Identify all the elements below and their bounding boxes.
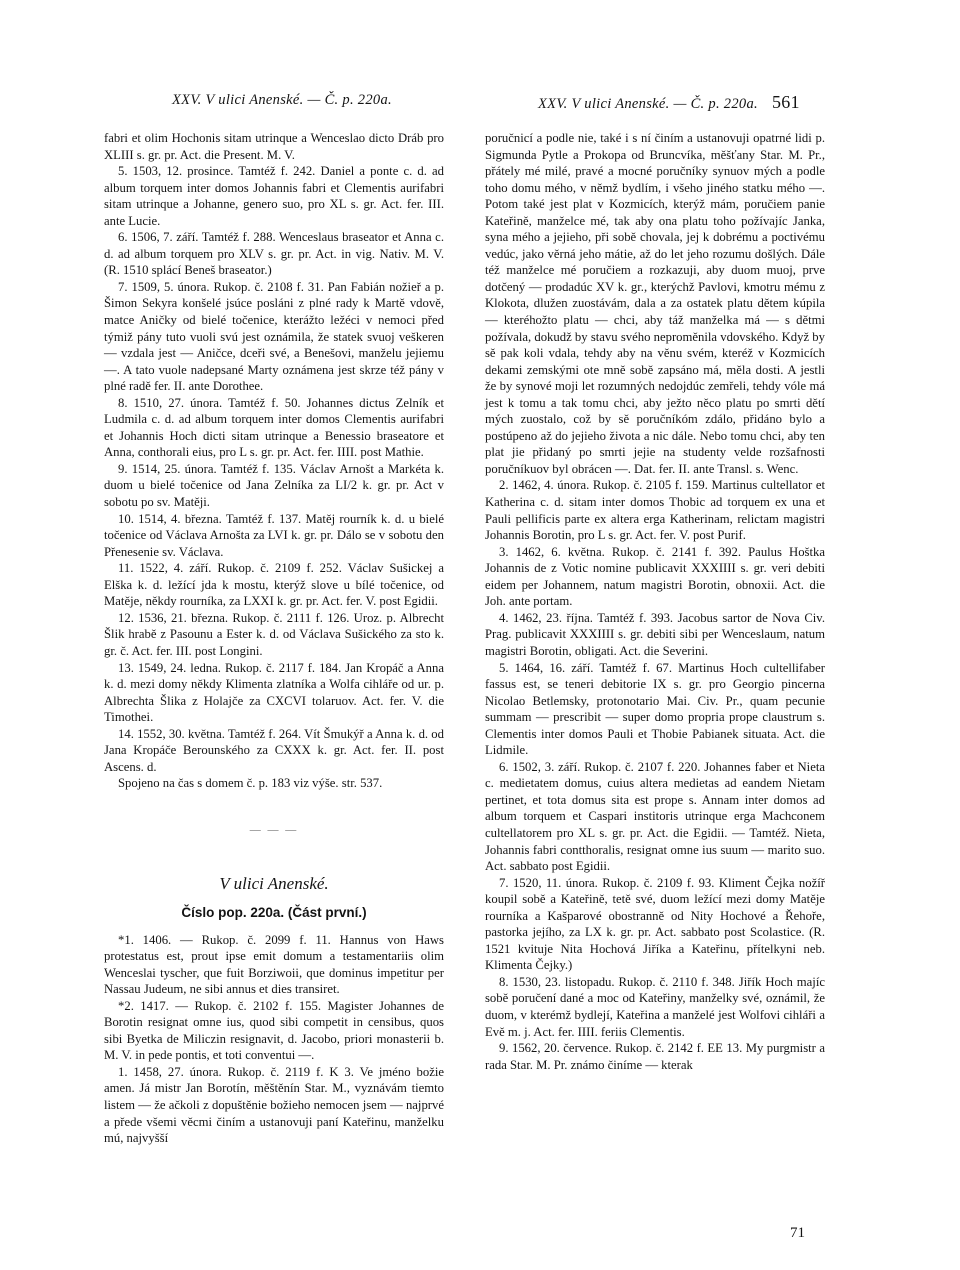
page-number: 561	[771, 92, 800, 112]
entry-paragraph: 8. 1530, 23. listopadu. Rukop. č. 2110 f. 348. Jiřík Hoch majíc sobě poručení dané a moc od Kateřiny, manželky své, oznámil, že duom, v kterémž bydlejí, Kateřina a manželé jest Wolfovi cihláři a Evě m. j. Act. fer. IIII. feriis Clementis.	[485, 974, 825, 1039]
folio-number: 71	[790, 1225, 805, 1241]
paragraph-continuation: poručnicí a podle nie, také i s ní činím a ustanovuji opatrné lidi p. Sigmunda Pytle a Prokopa od Bruncvíka, měšťany Star. M. Pr., přátely mé milé, pravé a mocné poručníky synuov mých a podle toho domu mého, v němž bydlím, i všeho jiného statku mého —. Potom také jest plat v Kozmicích, kterýž mám, poručiem panie Kateřině, manželce mé, tak aby ona platu toho požívajíc Janka, syna mého a jejieho, při sobě chovala, jej k dobrému a poctivému vedúc, jako věrná jeho mátie, až do let jeho rozumu došlých. Dále též manželce mé poručiem a rozkazuji, aby duom muoj, prve dotčený — prodadúc XV k. gr., kterýchž Pavlovi, kmotru mému z Klokota, dlužen zuostávám, dala a za ostatek platu dětem kúpila — kteréhožto platu — chci, aby táž manželka má — s dětmi požívala, dokudž by stavu svého neproměnila vdovského. Když by sě pak koli vdala, tehdy aby na věnu svém, kteréž v Kozmicích dekami zemskými ote mně sobě zapsáno má, měla dosti. A jestli že by synové moji let rozumných nedojdúc zemřeli, tehdy vóle má jest k tomu a tak tomu chci, aby ježto něco platu po smrti dětí mých zuostalo, což by sě poručníkóm zdálo, přidáno bylo a postúpeno až do jejieho života a nic dále. Nebo tomu chci, aby ten plat jie přidaný po smrti jejie na studenty velde rozšafnosti poručníkuov byl obrácen —. Dat. fer. II. ante Transl. s. Wenc.	[485, 131, 825, 476]
entry-paragraph: 5. 1464, 16. září. Tamtéž f. 67. Martinus Hoch cultellifaber fassus est, se teneri debitorie IX s. gr. pro Georgio pincerna Nicolao Betlemsky, protonotario Mai. Civ. Pr., quam pecunie summam — prescribit — super domo propria prope claustrum s. Clementis inter domos Pauli et Thobie Pabianek situata. Act. die Lidmile.	[485, 660, 825, 758]
right-column	[485, 130, 825, 1073]
entry-paragraph: 5. 1503, 12. prosince. Tamtéž f. 242. Daniel a ponte c. d. ad album torquem inter domos Johannis fabri et Clementis aurifabri sitam utrinque a Johanne, genero suo, pro XL s. gr. Act. fer. III. ante Lucie.	[104, 164, 444, 228]
entry-paragraph: 9. 1562, 20. července. Rukop. č. 2142 f. EE 13. My purgmistr a rada Star. M. Pr. známo činíme — kterak	[485, 1041, 825, 1072]
entry-paragraph: 14. 1552, 30. května. Tamtéž f. 264. Vít Šmukýř a Anna k. d. od Jana Kropáče Berounského za CXXX k. gr. Act. fer. II. post Ascens. d.	[104, 726, 444, 774]
entry-paragraph: 6. 1506, 7. září. Tamtéž f. 288. Wenceslaus braseator et Anna c. d. ad album torquem pro XLV s. gr. pr. Act. in vig. Nativ. M. V. (R. 1510 splácí Beneš braseator.)	[104, 230, 444, 278]
entry-paragraph: 9. 1514, 25. února. Tamtéž f. 135. Václav Arnošt a Markéta k. duom u bielé točenice od Jana Zelníka za LI/2 k. gr. pr. Act v sobotu po sv. Matěji.	[104, 461, 444, 510]
paragraph-continuation: fabri et olim Hochonis sitam utrinque a Wenceslao dicto Dráb pro XLIII s. gr. pr. Act. die Present. M. V.	[104, 131, 444, 162]
entry-paragraph: 1. 1458, 27. února. Rukop. č. 2119 f. K 3. Ve jméno božie amen. Já mistr Jan Borotín, měštěnín Star. M., vyznávám tiemto listem — že ačkoli z dopuštěnie božieho nemocen jsem — najprvé a přede všemi věcmi činím a ustanovuji paní Kateřinu, manželku mú, najvyšší	[104, 1064, 444, 1146]
running-header-left	[172, 92, 392, 109]
entry-paragraph: 13. 1549, 24. ledna. Rukop. č. 2117 f. 184. Jan Kropáč a Anna k. d. mezi domy někdy Klimenta zlatníka a Wolfa cihláře od ur. p. Albrechta Šlika z Holajče za CXCVI tolaruov. Act. fer. V. die Timothei.	[104, 660, 444, 725]
entry-paragraph: *1. 1406. — Rukop. č. 2099 f. 11. Hannus von Haws protestatus est, prout ipse emit domum a testamentariis olim Wenceslai tyscher, que fuit Borziwoii, que dominus impetitur per Nassau Judeum, ne sibi annus et dies transiret.	[104, 932, 444, 997]
entry-paragraph: 3. 1462, 6. května. Rukop. č. 2141 f. 392. Paulus Hoštka Johannis de z Votic nomine publicavit XXXIIII s. gr. veri debiti eidem per Johannem, natum magistri Borotin, obnoxii. Act. die Joh. ante portam.	[485, 544, 825, 609]
section-title: V ulici Anenské.	[219, 874, 329, 894]
entry-paragraph: 7. 1509, 5. února. Rukop. č. 2108 f. 31. Pan Fabián nožieř a p. Šimon Sekyra konšelé jsúce posláni z plné rady k Martě vdově, matce Aničky od bielé točenice, kterážto ležéci v nemoci před týmiž pány tuto vuoli svú jest oznámila, že statek svuoj veškeren — vzdala jest — Aničce, dceři své, a Benešovi, manželu jejiemu —. A tato vuole nadepsané Marty oznámena jest skrze též pány v plné radě fer. II. ante Dorothee.	[104, 279, 444, 394]
section-subtitle: Číslo pop. 220a. (Část první.)	[181, 904, 367, 920]
entry-paragraph: *2. 1417. — Rukop. č. 2102 f. 155. Magister Johannes de Borotin resignat omne ius, quod sibi competit in censibus, quos sibi Byetka de Miliczin resignavit, d. Jacobo, priori monasterii b. M. V. in pede pontis, et toti conventui —.	[104, 998, 444, 1063]
left-column	[104, 130, 444, 1147]
entry-paragraph: 6. 1502, 3. září. Rukop. č. 2107 f. 220. Johannes faber et Nieta c. medietatem domus, cuius altera medietas ad eandem Nietam pertinet, et tota domus sita est prope s. Annam inter domos ad album torquem et Caspari institoris utrinque erga Machconem cultellatorem pro XL s. gr. pr. Act. die Egidii. — Tamtéž. Nieta, Johannis fabri contthoralis, resignat omne ius suum — marito suo. Act. sabbato post Egidii.	[485, 759, 825, 874]
running-header-right-text: XXV. V ulici Anenské. — Č. p. 220a.	[538, 96, 758, 112]
running-header-right	[538, 92, 800, 113]
entry-paragraph: 11. 1522, 4. září. Rukop. č. 2109 f. 252. Václav Sušickej a Elška k. d. ležící jda k mostu, kterýž slove u bílé točenice, od Matěje, někdy rourníka, za LXXI k. gr. pr. Act. fer. V. post Egidii.	[104, 561, 444, 609]
entry-paragraph: 10. 1514, 4. března. Tamtéž f. 137. Matěj rourník k. d. u bielé točenice od Václava Arnošta za LVI k. gr. pr. Dálo se v sobotu den Přenesenie sv. Václava.	[104, 511, 444, 559]
entry-paragraph: 12. 1536, 21. března. Rukop. č. 2111 f. 126. Uroz. p. Albrecht Šlik hrabě z Pasounu a Ester k. d. od Václava Sušického za sto k. gr. č. Act. fer. III. post Longini.	[104, 610, 444, 658]
entry-paragraph: 2. 1462, 4. února. Rukop. č. 2105 f. 159. Martinus cultellator et Katherina c. d. sitam inter domos Thobic ad torquem ex una et Pauli pellificis parte ex altera erga Katherinam, relictam magistri Johannis Borotin, pro L s. gr. Act. fer. V. post Purif.	[485, 478, 825, 543]
running-header-left-text: XXV. V ulici Anenské. — Č. p. 220a.	[172, 92, 392, 108]
entry-paragraph: Spojeno na čas s domem č. p. 183 viz výše. str. 537.	[118, 776, 383, 791]
section-separator: — — —	[249, 823, 299, 836]
entry-paragraph: 7. 1520, 11. února. Rukop. č. 2109 f. 93. Kliment Čejka nožíř koupil sobě a Kateřině, tetě své, duom ležící mezi domy Matěje rourníka a Kašparové obostranně od Nity Hochové a Řehoře, pastorka jejího, za LX k. gr. pr. Act. sabbato post Scolastice. (R. 1521 kvituje Nita Hochová Jiříka a Kateřinu, přítelkyni neb. Klimenta Čejky.)	[485, 875, 825, 973]
entry-paragraph: 4. 1462, 23. října. Tamtéž f. 393. Jacobus sartor de Nova Civ. Prag. publicavit XXXIIII s. gr. debiti sibi per Wenceslaum, natum magistri Borotin, obligati. Act. die Severini.	[485, 610, 825, 658]
entry-paragraph: 8. 1510, 27. února. Tamtéž f. 50. Johannes dictus Zelník et Ludmila c. d. ad album torquem inter domos Clementis aurifabri et Johannis Hoch dicti sitam utrinque a Benessio braseatore et Anna, conthorali eius, pro L s. gr. pr. Act. fer. IIII. post Mathie.	[104, 395, 444, 460]
